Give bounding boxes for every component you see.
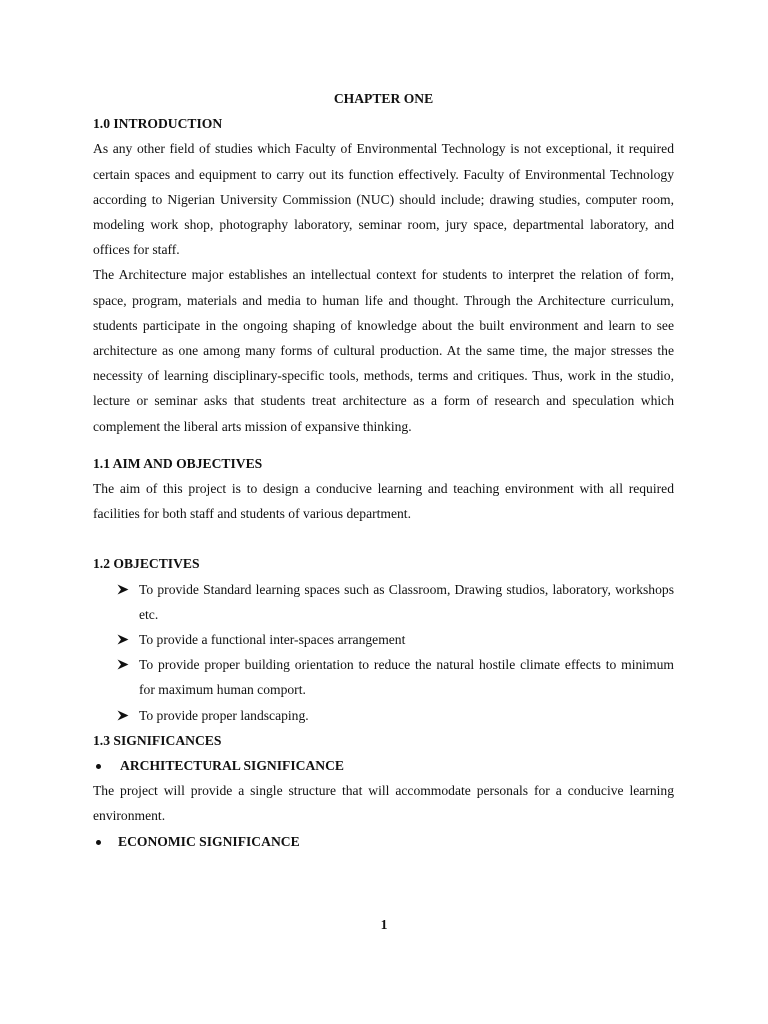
list-item bbox=[93, 703, 674, 728]
significances-heading: 1.3 SIGNIFICANCES bbox=[93, 732, 222, 748]
list-item bbox=[93, 652, 674, 702]
introduction-heading: 1.0 INTRODUCTION bbox=[93, 116, 223, 132]
objective-text: To provide proper landscaping. bbox=[139, 707, 309, 723]
objective-text: To provide Standard learning spaces such as Classroom, Drawing studios, laboratory, workshops etc. bbox=[139, 581, 674, 622]
aim-heading: 1.1 AIM AND OBJECTIVES bbox=[93, 455, 263, 471]
arrow-bullet-icon bbox=[117, 577, 131, 602]
introduction-paragraph-1: As any other field of studies which Faculty of Environmental Technology is not exceptional, it required certain spaces and equipment to carry out its function effectively. Faculty of Environmental Technology according to Nigerian University Commission (NUC) should include; drawing studies, computer room, modeling work shop, photography laboratory, seminar room, jury space, departmental laboratory, and offices for staff. bbox=[93, 141, 674, 258]
chapter-title: CHAPTER ONE bbox=[333, 91, 434, 106]
objectives-list bbox=[93, 577, 674, 728]
economic-significance-heading bbox=[93, 829, 674, 854]
objective-text: To provide proper building orientation to reduce the natural hostile climate effects to minimum for maximum human comport. bbox=[139, 657, 674, 698]
architectural-significance-paragraph: The project will provide a single structure that will accommodate personals for a conducive learning environment. bbox=[93, 783, 674, 824]
objectives-heading: 1.2 OBJECTIVES bbox=[93, 556, 200, 572]
list-item bbox=[93, 577, 674, 627]
bullet-dot-icon bbox=[96, 840, 101, 845]
objective-text: To provide a functional inter-spaces arrangement bbox=[139, 632, 406, 648]
page-number: 1 bbox=[380, 917, 388, 932]
aim-paragraph: The aim of this project is to design a conducive learning and teaching environment with all required facilities for both staff and students of various department. bbox=[93, 481, 674, 522]
spacer bbox=[93, 439, 674, 451]
page-content bbox=[93, 86, 674, 854]
economic-significance-label: ECONOMIC SIGNIFICANCE bbox=[118, 833, 300, 849]
bullet-dot-icon bbox=[96, 764, 101, 769]
architectural-significance-heading bbox=[93, 753, 674, 778]
architectural-significance-label: ARCHITECTURAL SIGNIFICANCE bbox=[120, 758, 344, 774]
arrow-bullet-icon bbox=[117, 627, 131, 652]
introduction-paragraph-2: The Architecture major establishes an intellectual context for students to interpret the relation of form, space, program, materials and media to human life and thought. Through the Architecture curriculum, students participate in the ongoing shaping of knowledge about the built environment and learn to see architecture as one among many forms of cultural production. At the same time, the major stresses the necessity of learning disciplinary-specific tools, methods, terms and critiques. Thus, work in the studio, lecture or seminar asks that students treat architecture as a form of research and speculation which complement the liberal arts mission of expansive thinking. bbox=[93, 267, 674, 434]
arrow-bullet-icon bbox=[117, 703, 131, 728]
arrow-bullet-icon bbox=[117, 652, 131, 677]
spacer bbox=[93, 526, 674, 551]
list-item bbox=[93, 627, 674, 652]
